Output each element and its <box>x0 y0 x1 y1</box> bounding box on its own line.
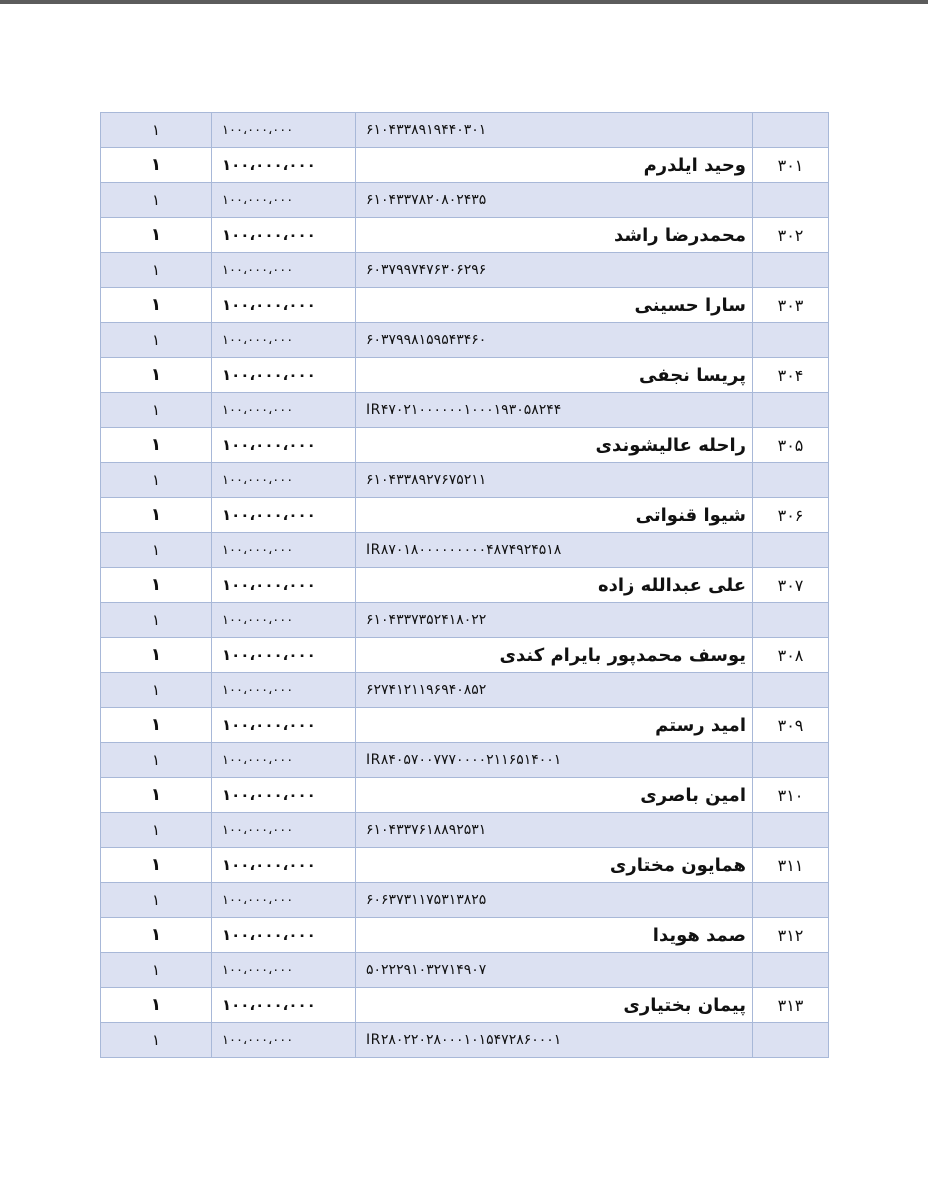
name-cell: صمد هویدا <box>356 918 753 953</box>
name-cell: محمدرضا راشد <box>356 218 753 253</box>
table-row-account <box>101 883 829 918</box>
table-row-person <box>101 638 829 673</box>
name-cell: امید رستم <box>356 708 753 743</box>
amount-cell: ۱۰۰،۰۰۰،۰۰۰ <box>212 953 356 988</box>
amount-cell: ۱۰۰،۰۰۰،۰۰۰ <box>212 568 356 603</box>
table-row-person <box>101 708 829 743</box>
count-cell: ۱ <box>101 953 212 988</box>
amount-cell: ۱۰۰،۰۰۰،۰۰۰ <box>212 848 356 883</box>
table-row-person <box>101 778 829 813</box>
row-number-cell <box>753 393 829 428</box>
account-number-cell: ۶۱۰۴۳۳۷۶۱۸۸۹۲۵۳۱ <box>356 813 753 848</box>
table-row-account <box>101 323 829 358</box>
row-number-cell <box>753 463 829 498</box>
row-number-cell: ۳۰۶ <box>753 498 829 533</box>
count-cell: ۱ <box>101 673 212 708</box>
row-number-cell <box>753 253 829 288</box>
row-number-cell: ۳۱۲ <box>753 918 829 953</box>
amount-cell: ۱۰۰،۰۰۰،۰۰۰ <box>212 533 356 568</box>
row-number-cell <box>753 673 829 708</box>
name-cell: وحید ایلدرم <box>356 148 753 183</box>
amount-cell: ۱۰۰،۰۰۰،۰۰۰ <box>212 673 356 708</box>
amount-cell: ۱۰۰،۰۰۰،۰۰۰ <box>212 1023 356 1058</box>
amount-cell: ۱۰۰،۰۰۰،۰۰۰ <box>212 463 356 498</box>
name-cell: شیوا قنواتی <box>356 498 753 533</box>
table-row-person <box>101 218 829 253</box>
name-cell: سارا حسینی <box>356 288 753 323</box>
amount-cell: ۱۰۰،۰۰۰،۰۰۰ <box>212 988 356 1023</box>
count-cell: ۱ <box>101 253 212 288</box>
count-cell: ۱ <box>101 568 212 603</box>
name-cell: پیمان بختیاری <box>356 988 753 1023</box>
amount-cell: ۱۰۰،۰۰۰،۰۰۰ <box>212 918 356 953</box>
row-number-cell <box>753 953 829 988</box>
name-cell: پریسا نجفی <box>356 358 753 393</box>
row-number-cell: ۳۱۳ <box>753 988 829 1023</box>
row-number-cell <box>753 883 829 918</box>
count-cell: ۱ <box>101 883 212 918</box>
count-cell: ۱ <box>101 848 212 883</box>
account-number-cell: ۶۱۰۴۳۳۷۸۲۰۸۰۲۴۳۵ <box>356 183 753 218</box>
count-cell: ۱ <box>101 113 212 148</box>
row-number-cell <box>753 113 829 148</box>
account-number-cell: IR۴۷۰۲۱۰۰۰۰۰۰۱۰۰۰۱۹۳۰۵۸۲۴۴ <box>356 393 753 428</box>
table-row-account <box>101 393 829 428</box>
table-row-account <box>101 183 829 218</box>
table-row-person <box>101 918 829 953</box>
account-number-cell: ۶۱۰۴۳۳۸۹۲۷۶۷۵۲۱۱ <box>356 463 753 498</box>
row-number-cell: ۳۰۲ <box>753 218 829 253</box>
window-top-edge <box>0 0 928 4</box>
row-number-cell <box>753 183 829 218</box>
row-number-cell: ۳۰۵ <box>753 428 829 463</box>
table-row-person <box>101 498 829 533</box>
account-number-cell: ۶۱۰۴۳۳۸۹۱۹۴۴۰۳۰۱ <box>356 113 753 148</box>
table-row-person <box>101 988 829 1023</box>
table-row-account <box>101 1023 829 1058</box>
row-number-cell: ۳۰۱ <box>753 148 829 183</box>
table-row-account <box>101 253 829 288</box>
name-cell: همایون مختاری <box>356 848 753 883</box>
account-number-cell: ۵۰۲۲۲۹۱۰۳۲۷۱۴۹۰۷ <box>356 953 753 988</box>
count-cell: ۱ <box>101 288 212 323</box>
account-number-cell: ۶۰۳۷۹۹۷۴۷۶۳۰۶۲۹۶ <box>356 253 753 288</box>
account-number-cell: ۶۰۳۷۹۹۸۱۵۹۵۴۳۴۶۰ <box>356 323 753 358</box>
row-number-cell <box>753 323 829 358</box>
amount-cell: ۱۰۰،۰۰۰،۰۰۰ <box>212 638 356 673</box>
amount-cell: ۱۰۰،۰۰۰،۰۰۰ <box>212 428 356 463</box>
name-cell: راحله عالیشوندی <box>356 428 753 463</box>
amount-cell: ۱۰۰،۰۰۰،۰۰۰ <box>212 358 356 393</box>
amount-cell: ۱۰۰،۰۰۰،۰۰۰ <box>212 288 356 323</box>
count-cell: ۱ <box>101 778 212 813</box>
table-row-account <box>101 603 829 638</box>
row-number-cell: ۳۰۹ <box>753 708 829 743</box>
account-number-cell: ۶۱۰۴۳۳۷۳۵۲۴۱۸۰۲۲ <box>356 603 753 638</box>
count-cell: ۱ <box>101 463 212 498</box>
count-cell: ۱ <box>101 533 212 568</box>
table-row-person <box>101 148 829 183</box>
amount-cell: ۱۰۰،۰۰۰،۰۰۰ <box>212 498 356 533</box>
count-cell: ۱ <box>101 813 212 848</box>
count-cell: ۱ <box>101 428 212 463</box>
amount-cell: ۱۰۰،۰۰۰،۰۰۰ <box>212 393 356 428</box>
row-number-cell: ۳۰۷ <box>753 568 829 603</box>
table-row-person <box>101 848 829 883</box>
row-number-cell <box>753 813 829 848</box>
table-row-account <box>101 533 829 568</box>
table-row-account <box>101 813 829 848</box>
ledger-table <box>100 112 829 1058</box>
amount-cell: ۱۰۰،۰۰۰،۰۰۰ <box>212 113 356 148</box>
table-row-account <box>101 673 829 708</box>
name-cell: یوسف محمدپور بایرام کندی <box>356 638 753 673</box>
account-number-cell: IR۲۸۰۲۲۰۲۸۰۰۰۱۰۱۵۴۷۲۸۶۰۰۰۱ <box>356 1023 753 1058</box>
count-cell: ۱ <box>101 323 212 358</box>
count-cell: ۱ <box>101 603 212 638</box>
count-cell: ۱ <box>101 638 212 673</box>
count-cell: ۱ <box>101 498 212 533</box>
amount-cell: ۱۰۰،۰۰۰،۰۰۰ <box>212 148 356 183</box>
count-cell: ۱ <box>101 708 212 743</box>
amount-cell: ۱۰۰،۰۰۰،۰۰۰ <box>212 778 356 813</box>
amount-cell: ۱۰۰،۰۰۰،۰۰۰ <box>212 253 356 288</box>
account-number-cell: ۶۲۷۴۱۲۱۱۹۶۹۴۰۸۵۲ <box>356 673 753 708</box>
name-cell: امین باصری <box>356 778 753 813</box>
ledger-body <box>101 113 829 1058</box>
count-cell: ۱ <box>101 393 212 428</box>
count-cell: ۱ <box>101 1023 212 1058</box>
amount-cell: ۱۰۰،۰۰۰،۰۰۰ <box>212 813 356 848</box>
amount-cell: ۱۰۰،۰۰۰،۰۰۰ <box>212 603 356 638</box>
count-cell: ۱ <box>101 358 212 393</box>
row-number-cell: ۳۰۴ <box>753 358 829 393</box>
count-cell: ۱ <box>101 218 212 253</box>
count-cell: ۱ <box>101 183 212 218</box>
row-number-cell <box>753 603 829 638</box>
account-number-cell: IR۸۴۰۵۷۰۰۷۷۷۰۰۰۰۲۱۱۶۵۱۴۰۰۱ <box>356 743 753 778</box>
name-cell: علی عبدالله زاده <box>356 568 753 603</box>
amount-cell: ۱۰۰،۰۰۰،۰۰۰ <box>212 743 356 778</box>
account-number-cell: ۶۰۶۳۷۳۱۱۷۵۳۱۳۸۲۵ <box>356 883 753 918</box>
table-row-person <box>101 568 829 603</box>
amount-cell: ۱۰۰،۰۰۰،۰۰۰ <box>212 883 356 918</box>
row-number-cell: ۳۱۱ <box>753 848 829 883</box>
count-cell: ۱ <box>101 918 212 953</box>
row-number-cell <box>753 1023 829 1058</box>
table-row-person <box>101 288 829 323</box>
table-row-person <box>101 428 829 463</box>
table-row-account <box>101 463 829 498</box>
row-number-cell: ۳۰۳ <box>753 288 829 323</box>
count-cell: ۱ <box>101 148 212 183</box>
amount-cell: ۱۰۰،۰۰۰،۰۰۰ <box>212 323 356 358</box>
count-cell: ۱ <box>101 988 212 1023</box>
table-row-account <box>101 743 829 778</box>
amount-cell: ۱۰۰،۰۰۰،۰۰۰ <box>212 218 356 253</box>
table-row-account <box>101 113 829 148</box>
account-number-cell: IR۸۷۰۱۸۰۰۰۰۰۰۰۰۰۴۸۷۴۹۲۴۵۱۸ <box>356 533 753 568</box>
row-number-cell <box>753 743 829 778</box>
amount-cell: ۱۰۰،۰۰۰،۰۰۰ <box>212 708 356 743</box>
count-cell: ۱ <box>101 743 212 778</box>
row-number-cell: ۳۰۸ <box>753 638 829 673</box>
table-row-account <box>101 953 829 988</box>
row-number-cell: ۳۱۰ <box>753 778 829 813</box>
table-row-person <box>101 358 829 393</box>
amount-cell: ۱۰۰،۰۰۰،۰۰۰ <box>212 183 356 218</box>
row-number-cell <box>753 533 829 568</box>
